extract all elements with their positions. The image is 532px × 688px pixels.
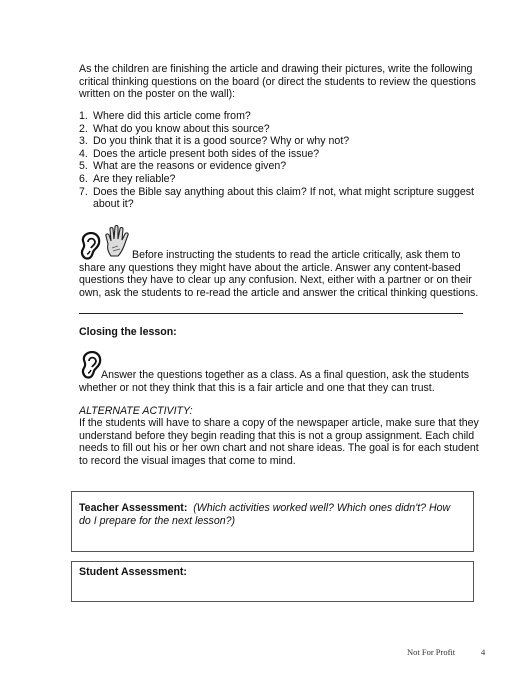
list-item: 5. What are the reasons or evidence given? [79,160,287,173]
closing-paragraph: Answer the questions together as a class. As a final question, ask the students whether or not they think that this is a fair article and one that they can trust. [79,369,470,394]
list-item: 6. Are they reliable? [79,172,176,185]
student-assessment-box[interactable] [71,561,474,602]
teacher-assessment-box[interactable] [71,491,474,552]
footer-text: Not For Profit [407,647,456,657]
list-item: 4. Does the article present both sides of the issue? [79,147,320,160]
page-number: 4 [481,647,486,657]
student-assessment-label: Student Assessment: [79,566,187,578]
teacher-assessment-text: Teacher Assessment: (Which activities worked well? Which ones didn't? How do I prepare for the next lesson?) [79,502,451,527]
list-item: 1. Where did this article come from? [79,110,251,122]
instruct-paragraph: Before instructing the students to read the article critically, ask them to share any questions they might have about the article. Answer any content-based questions they have to clear up any confusion. Next, either with a partner or on their own, ask the students to re-read the article and answer the critical thinking questions. [79,249,479,299]
closing-heading: Closing the lesson: [79,326,177,338]
alternate-paragraph: If the students will have to share a copy of the newspaper article, make sure that they understand before they begin reading that this is not a group assignment. Each child needs to fill out his or her own chart and not share ideas. The goal is for each student to record the visual images that come to mind. [79,417,479,467]
list-item: 7. Does the Bible say anything about this claim? If not, what might scripture suggest about it? [79,185,474,211]
alternate-heading: ALTERNATE ACTIVITY: [79,405,193,417]
critical-thinking-questions [79,110,489,211]
list-item: 3. Do you think that it is a good source? Why or why not? [79,135,350,148]
intro-paragraph: As the children are finishing the article and drawing their pictures, write the following critical thinking questions on the board (or direct the students to review the questions written on the poster on the wall): [79,63,476,101]
list-item: 2. What do you know about this source? [79,122,270,135]
section-divider [79,313,463,314]
